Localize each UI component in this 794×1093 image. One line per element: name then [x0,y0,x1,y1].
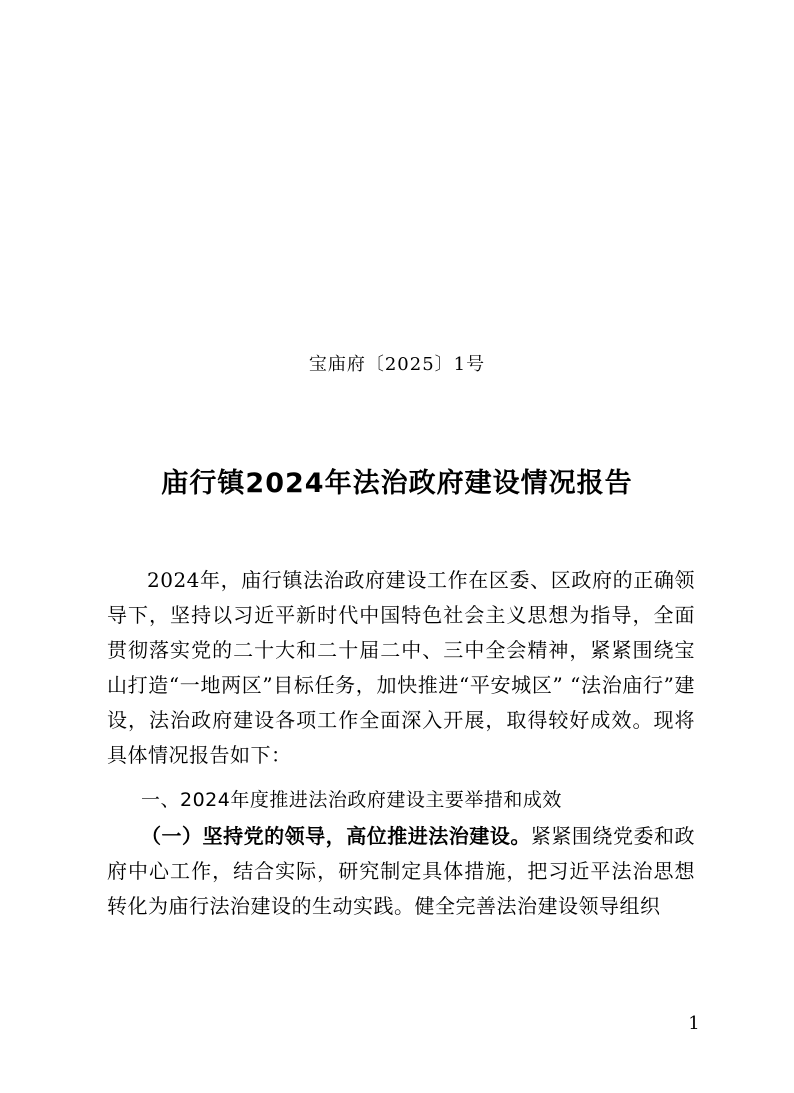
subsection-lead: （一）坚持党的领导，高位推进法治建设。 [141,824,531,848]
section-heading: 一、2024年度推进法治政府建设主要举措和成效 [141,789,562,811]
intro-paragraph: 2024年，庙行镇法治政府建设工作在区委、区政府的正确领导下，坚持以习近平新时代中国特色社会主义思想为指导，全面贯彻落实党的二十大和二十届二中、三中全会精神，紧紧围绕宝山打造“一地两区”目标任务，加快推进“平安城区” “法治庙行”建设，法治政府建设各项工作全面深入开展，取得较好成效。现将具体情况报告如下： [107,568,695,767]
page-number: 1 [688,1013,700,1034]
subsection-paragraph [107,819,695,924]
document-title: 庙行镇2024年法治政府建设情况报告 [161,468,633,499]
document-number: 宝庙府〔2025〕1号 [308,354,486,375]
subsection-text: 紧紧围绕党委和政府中心工作，结合实际，研究制定具体措施，把习近平法治思想转化为庙行法治建设的生动实践。健全完善法治建设领导组织 [107,824,696,918]
